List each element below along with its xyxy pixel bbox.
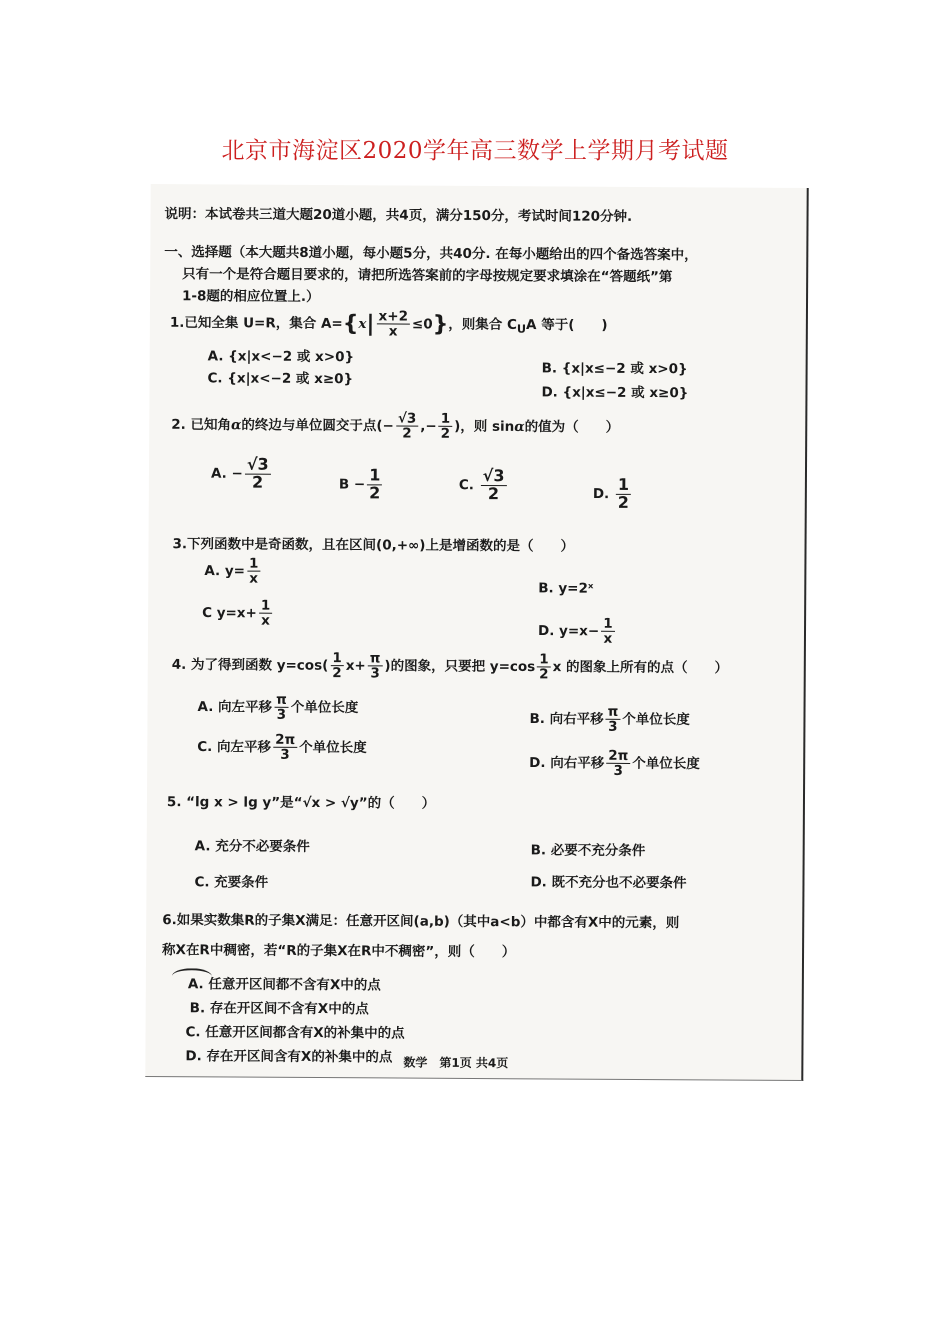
- q4-f1-num: 1: [330, 651, 343, 666]
- q4-stem-end: x 的图象上所有的点（ ）: [552, 659, 729, 677]
- q2-p1-num: √3: [396, 412, 418, 427]
- q4-f1: [330, 651, 344, 680]
- q3-c-label: C y=x+: [202, 604, 257, 622]
- section1-line1: 一、选择题（本大题共8道小题，每小题5分，共40分. 在每小题给出的四个备选答案中，: [164, 244, 698, 264]
- q6-line1: 6.如果实数集R的子集X满足：任意开区间(a,b)（其中a<b）中都含有X中的元素，则: [162, 912, 680, 932]
- q4-f3: [537, 652, 551, 681]
- q4-stem: [172, 650, 728, 683]
- q2-alpha: α: [230, 417, 242, 434]
- q4-a-den: 3: [276, 706, 287, 724]
- q2-stem-mid: 的终边与单位圆交于点(−: [241, 417, 394, 435]
- q2-a-sign: −: [231, 465, 243, 482]
- q4-d-post: 个单位长度: [632, 755, 700, 773]
- q1-stem: 1.已知全集 U=R，集合 A={x| $\frac{x+2}{x}$ ≤0}，则集合 $C_UA$ 等于( ): [169, 308, 608, 340]
- q5-stem: 5. “lg x > lg y”是“√x > √y”的（ ）: [166, 794, 436, 812]
- q1-option-c: C. {x|x<−2 或 x≥0}: [207, 370, 354, 388]
- q2-c-label: C.: [458, 477, 474, 494]
- q2-b-fraction: [367, 467, 382, 502]
- q4-b-num: π: [606, 705, 621, 720]
- scanned-exam-page: [145, 184, 808, 1081]
- q3-a-num: 1: [247, 557, 260, 572]
- q2-b-sign: −: [353, 476, 366, 493]
- q4-c-pre: C. 向左平移: [197, 738, 272, 756]
- q4-d-den: 3: [613, 763, 623, 780]
- q4-stem-mid2: )的图象，只要把 y=cos: [384, 658, 536, 676]
- q4-f3-num: 1: [537, 652, 550, 667]
- section1-line3: 1-8题的相应位置上.）: [182, 288, 320, 306]
- q4-option-b: [529, 704, 689, 734]
- q1-frac-den: x: [388, 323, 398, 340]
- q6-line2: 称X在R中稠密，若“R的子集X在R中不稠密”，则（ ）: [162, 942, 516, 961]
- q5-option-d: D. 既不充分也不必要条件: [530, 874, 687, 892]
- q2-p2-num: 1: [439, 412, 452, 427]
- q4-b-pre: B. 向右平移: [529, 710, 604, 728]
- q4-c-post: 个单位长度: [299, 739, 367, 756]
- q3-d-fraction: [601, 617, 615, 646]
- q4-d-pre: D. 向右平移: [529, 754, 605, 772]
- page-footer: 数学 第1页 共4页: [403, 1055, 509, 1071]
- q1-option-a: A. {x|x<−2 或 x>0}: [207, 348, 355, 366]
- q1-stem-post: ，则集合 C: [448, 316, 517, 333]
- q3-a-label: A. y=: [204, 563, 246, 580]
- q3-option-d: [538, 616, 617, 646]
- q2-d-fraction: [616, 474, 631, 512]
- q6-option-b: B. 存在开区间不含有X中的点: [189, 1000, 369, 1018]
- q2-option-a: [211, 456, 273, 491]
- q4-a-num: π: [274, 693, 289, 708]
- q2-point-x: [396, 412, 419, 441]
- q6-option-d: D. 存在开区间含有X的补集中的点: [185, 1048, 393, 1066]
- q4-c-num: 2π: [273, 733, 297, 748]
- q1-stem-pre: 1.已知全集 U=R，集合 A=: [169, 314, 343, 332]
- q4-c-fraction: [273, 733, 297, 762]
- q3-option-b: B. y=2ˣ: [538, 580, 594, 597]
- q4-a-post: 个单位长度: [290, 699, 359, 716]
- q3-d-num: 1: [601, 617, 614, 632]
- q2-comma: ,−: [420, 418, 437, 435]
- q4-b-den: 3: [608, 718, 618, 736]
- q2-option-b: [339, 467, 385, 502]
- q2-stem-end: 的值为（ ）: [524, 418, 620, 436]
- q6-option-c: C. 任意开区间都含有X的补集中的点: [185, 1024, 405, 1042]
- q4-d-fraction: [606, 749, 630, 778]
- q4-stem-pre: 4. 为了得到函数 y=cos(: [171, 656, 329, 674]
- q2-d-den: 2: [617, 492, 630, 512]
- q3-stem: 3.下列函数中是奇函数，且在区间(0,+∞)上是增函数的是（ ）: [172, 536, 575, 555]
- section1-line2: 只有一个是符合题目要求的，请把所选答案前的字母按规定要求填涂在“答题纸”第: [182, 266, 673, 286]
- q2-stem-post: )，则 sin: [454, 418, 515, 435]
- q2-a-fraction: [245, 454, 271, 492]
- q4-f3-den: 2: [539, 666, 549, 683]
- q4-stem-mid: x+: [345, 657, 366, 674]
- q4-b-fraction: [606, 705, 621, 734]
- q2-b-den: 2: [369, 483, 381, 503]
- q4-option-a: [197, 692, 358, 722]
- q4-b-post: 个单位长度: [622, 711, 690, 728]
- q2-c-fraction: [481, 468, 507, 503]
- document-title: 北京市海淀区2020学年高三数学上学期月考试题: [221, 138, 729, 164]
- q1-set-var: x: [358, 315, 367, 332]
- q1-sub: U: [516, 322, 527, 336]
- q6-option-a: A. 任意开区间都不含有X中的点: [187, 976, 381, 994]
- q2-d-label: D.: [592, 486, 610, 503]
- q1-frac-num: x+2: [377, 309, 411, 324]
- q2-stem: [171, 410, 619, 442]
- q4-f1-den: 2: [332, 665, 342, 682]
- q1-option-d: D. {x|x≤−2 或 x≥0}: [541, 384, 689, 402]
- q4-f2: [368, 651, 383, 680]
- q3-a-den: x: [249, 570, 259, 587]
- q2-point-y: [439, 412, 453, 441]
- q3-option-c: [202, 598, 274, 628]
- q4-f2-num: π: [368, 651, 383, 666]
- q2-p1-den: 2: [402, 425, 412, 442]
- q2-c-num: √3: [481, 468, 507, 486]
- q3-c-den: x: [261, 612, 270, 629]
- q2-b-num: 1: [367, 467, 382, 485]
- q2-a-num: √3: [245, 457, 271, 475]
- q3-a-fraction: [247, 557, 261, 586]
- q2-option-d: [592, 474, 633, 512]
- q4-a-fraction: [274, 693, 289, 722]
- q2-p2-den: 2: [440, 425, 451, 443]
- q4-f2-den: 3: [370, 665, 380, 682]
- q1-stem-end: A 等于( ): [526, 316, 608, 334]
- exam-note: 说明：本试卷共三道大题20道小题，共4页，满分150分，考试时间120分钟.: [164, 206, 633, 225]
- q3-d-label: D. y=x−: [537, 623, 600, 640]
- q1-option-b: B. {x|x≤−2 或 x>0}: [541, 360, 688, 378]
- q1-set-tail: ≤0: [411, 316, 433, 333]
- q4-option-c: [197, 732, 367, 762]
- q4-option-d: [529, 748, 700, 778]
- q2-d-num: 1: [616, 477, 631, 495]
- q5-option-a: A. 充分不必要条件: [194, 838, 310, 855]
- q4-d-num: 2π: [606, 749, 630, 764]
- q2-b-label: B: [338, 476, 350, 493]
- q4-c-den: 3: [280, 746, 290, 764]
- q5-option-c: C. 充要条件: [194, 874, 269, 891]
- q3-c-fraction: [259, 599, 273, 628]
- q5-option-b: B. 必要不充分条件: [530, 842, 646, 860]
- q2-c-den: 2: [487, 483, 500, 503]
- q3-c-num: 1: [259, 599, 272, 614]
- q2-a-den: 2: [252, 472, 264, 492]
- q1-set-fraction: [376, 309, 410, 339]
- q2-a-label: A.: [210, 465, 227, 482]
- q2-option-c: [459, 468, 509, 503]
- q2-stem-pre: 2. 已知角: [171, 416, 232, 434]
- q3-option-a: [204, 556, 262, 586]
- q3-d-den: x: [603, 630, 613, 647]
- q2-alpha2: α: [514, 418, 525, 435]
- q4-a-pre: A. 向左平移: [197, 698, 273, 716]
